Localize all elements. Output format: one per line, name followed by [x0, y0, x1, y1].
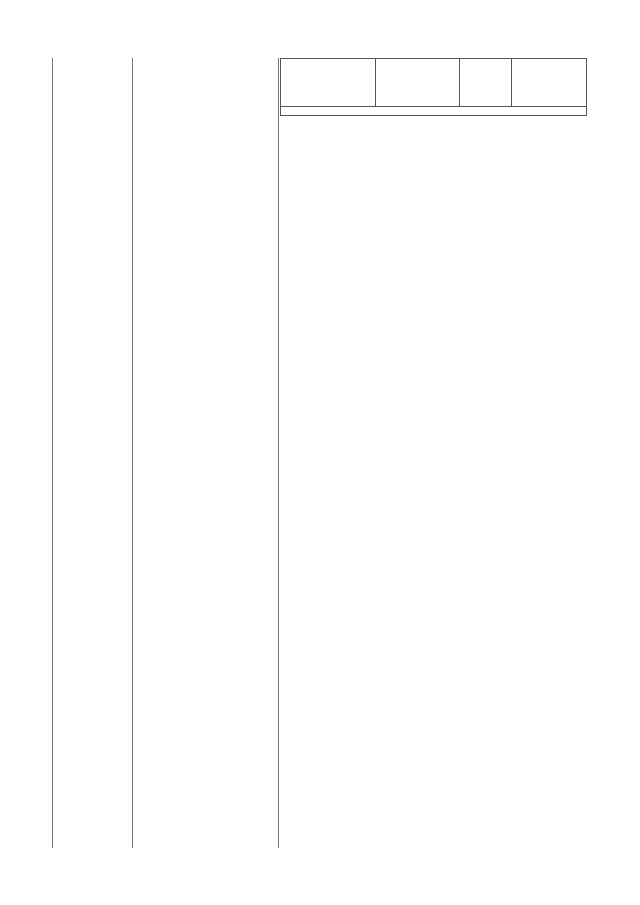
left-margin-line [52, 58, 53, 848]
left-column-line-2 [278, 58, 279, 848]
header-row [281, 59, 587, 107]
header-unit [376, 59, 460, 107]
section-title [281, 107, 587, 116]
header-name [281, 59, 376, 107]
inventory-table [280, 58, 587, 116]
table-header [281, 59, 587, 116]
header-need [512, 59, 587, 107]
left-column-line-1 [132, 58, 133, 848]
header-term [460, 59, 512, 107]
section-row [281, 107, 587, 116]
